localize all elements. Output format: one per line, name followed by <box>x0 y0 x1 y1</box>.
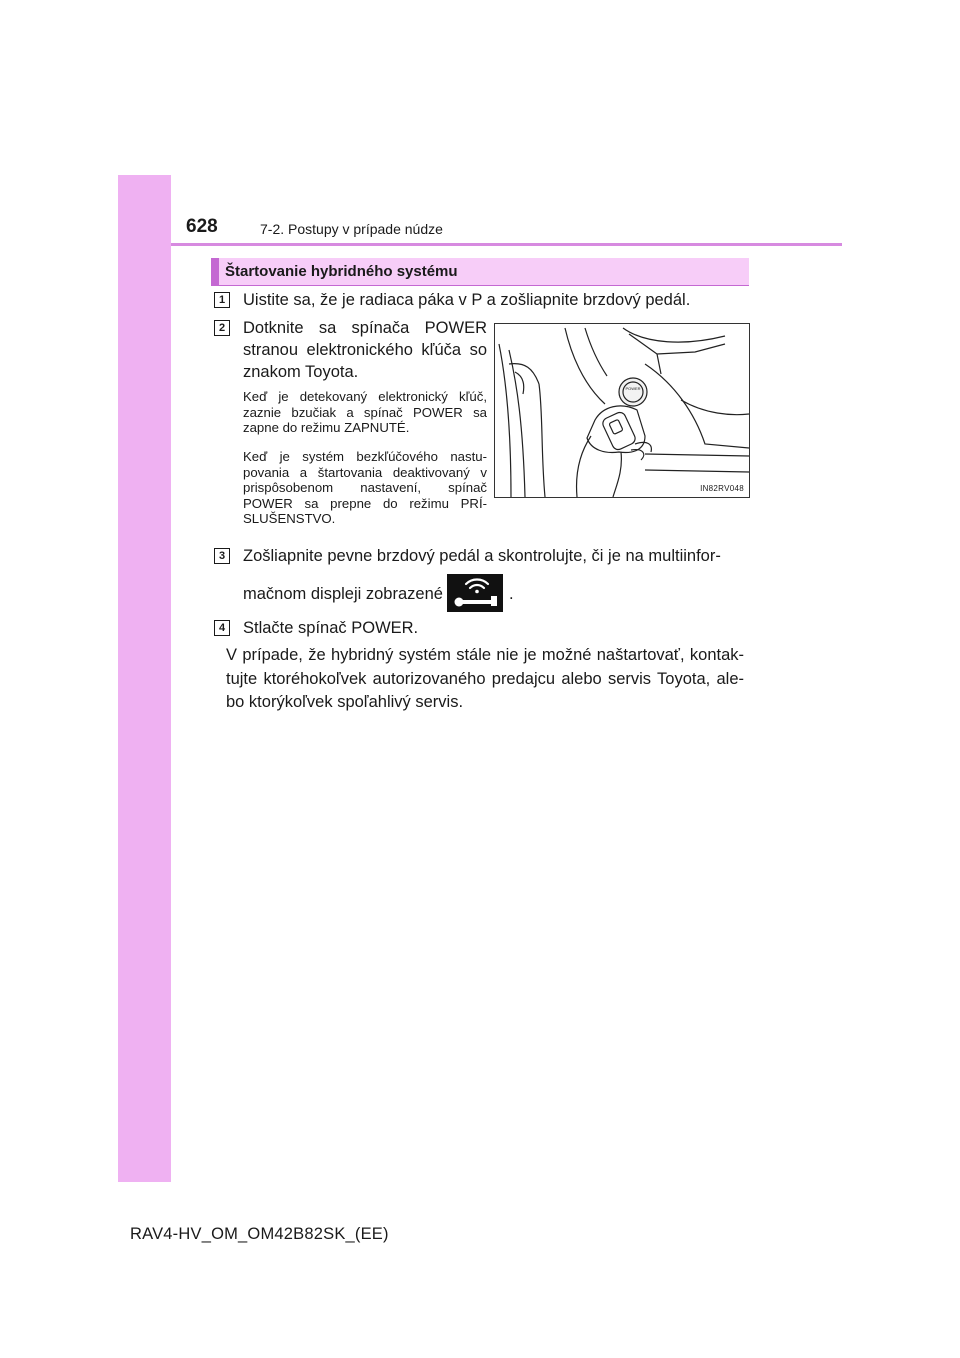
step-number-3: 3 <box>214 548 230 564</box>
step-3-text-after: . <box>508 585 514 603</box>
step-number-2: 2 <box>214 320 230 336</box>
header-divider <box>171 243 842 246</box>
step-2-note-2: Keď je systém bezkľúčového nastu-povania a štartovania deaktivovaný v prispôsobenom nastavení, spínač POWER sa prepne do režimu PRÍ-SLUŠENSTVO. <box>243 449 487 526</box>
hand-holding-key-icon <box>495 324 749 497</box>
step-4-text: Stlačte spínač POWER. <box>243 619 419 637</box>
closing-paragraph: V prípade, že hybridný systém stále nie je možné naštartovať, kontak-tujte ktoréhokoľvek autorizovaného predajcu alebo servis Toyota, ale-bo ktorýkoľvek spoľahlivý servis. <box>226 646 744 711</box>
step-2-text: Dotknite sa spínača POWER stranou elektronického kľúča so znakom Toyota. <box>243 319 487 381</box>
step-3-text-before: mačnom displeji zobrazené <box>243 585 443 603</box>
page-number: 628 <box>186 216 218 237</box>
key-with-signal-icon <box>447 574 503 612</box>
section-heading-underline <box>211 285 749 286</box>
figure-code: IN82RV048 <box>700 484 744 493</box>
step-2-note-1: Keď je detekovaný elektronický kľúč, zaznie bzučiak a spínač POWER sa zapne do režimu ZAPNUTÉ. <box>243 389 487 435</box>
step-3-text-line1: Zošliapnite pevne brzdový pedál a skontrolujte, či je na multiinfor- <box>243 547 721 565</box>
chapter-title: 7-2. Postupy v prípade núdze <box>260 221 443 237</box>
chapter-sidebar-tab <box>118 175 171 1182</box>
figure-power-button <box>494 323 750 498</box>
document-code: RAV4-HV_OM_OM42B82SK_(EE) <box>130 1225 389 1243</box>
power-button-label: POWER <box>625 386 641 391</box>
step-number-1: 1 <box>214 292 230 308</box>
step-number-4: 4 <box>214 620 230 636</box>
step-3-text-line2 <box>243 574 753 614</box>
section-heading: Štartovanie hybridného systému <box>211 258 749 285</box>
step-1-text: Uistite sa, že je radiaca páka v P a zošliapnite brzdový pedál. <box>243 291 691 309</box>
